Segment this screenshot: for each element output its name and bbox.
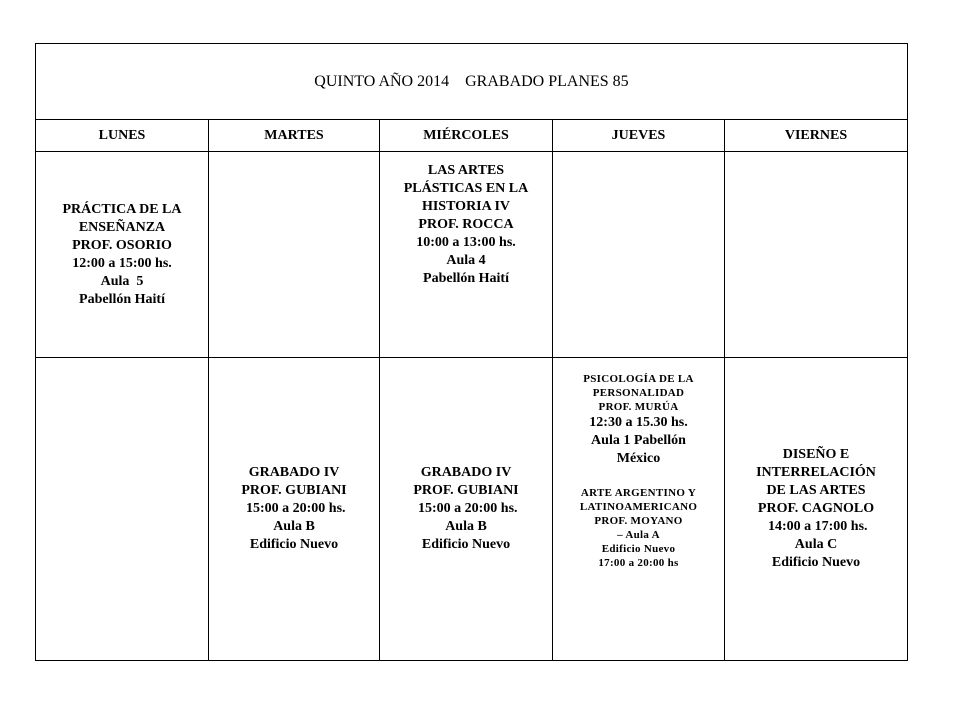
course-building: Edificio Nuevo [249, 537, 339, 552]
course-arte-argentino [553, 486, 724, 570]
schedule-row-2 [36, 358, 908, 661]
course-professor: PROF. OSORIO [72, 237, 172, 253]
course-line: LAS ARTES [427, 163, 505, 178]
course-psicologia [553, 372, 724, 468]
course-building: México [616, 451, 661, 466]
course-professor: PROF. MOYANO [594, 515, 683, 527]
day-header-row [36, 120, 908, 152]
course-grabado-iv-martes [209, 464, 379, 554]
course-line: LATINOAMERICANO [579, 501, 698, 513]
course-professor: PROF. MURÚA [598, 401, 679, 413]
course-line: GRABADO IV [420, 465, 512, 480]
course-professor: PROF. ROCCA [418, 217, 514, 232]
day-header-martes: MARTES [209, 120, 380, 152]
cell-martes-2 [209, 358, 380, 661]
course-line: ARTE ARGENTINO Y [580, 487, 697, 499]
day-header-viernes: VIERNES [725, 120, 908, 152]
course-artes-plasticas [380, 162, 552, 288]
cell-miercoles-1 [380, 152, 553, 358]
course-time: 15:00 a 20:00 hs. [242, 501, 346, 516]
cell-viernes-1 [725, 152, 908, 358]
course-room: Aula B [273, 519, 315, 534]
course-room: Aula C [794, 537, 838, 552]
course-building: Pabellón Haití [79, 291, 165, 307]
schedule-table [35, 43, 908, 661]
course-line: PSICOLOGÍA DE LA [583, 373, 694, 385]
course-building: Edificio Nuevo [421, 537, 511, 552]
course-time: 14:00 a 17:00 hs. [764, 519, 868, 534]
cell-martes-1 [209, 152, 380, 358]
title-part-1: QUINTO AÑO 2014 [314, 72, 450, 90]
schedule-row-1 [36, 152, 908, 358]
cell-jueves-2 [553, 358, 725, 661]
day-header-miercoles: MIÉRCOLES [380, 120, 553, 152]
course-practica-ensenanza [36, 201, 208, 309]
course-time: 12:00 a 15:00 hs. [72, 255, 172, 271]
course-room: Aula 5 [100, 273, 144, 289]
course-professor: PROF. CAGNOLO [757, 501, 875, 516]
course-line: ENSEÑANZA [78, 219, 166, 235]
cell-lunes-2 [36, 358, 209, 661]
table-title [36, 44, 908, 120]
course-diseno-interrelacion [725, 446, 907, 572]
course-building: Edificio Nuevo [601, 543, 676, 555]
course-line: GRABADO IV [248, 465, 340, 480]
course-time: 10:00 a 13:00 hs. [416, 235, 516, 250]
course-building: Pabellón Haití [423, 271, 509, 286]
course-room: Aula B [445, 519, 487, 534]
course-room: – Aula A [617, 529, 660, 541]
course-professor: PROF. GUBIANI [241, 483, 347, 498]
course-line: DISEÑO E [782, 447, 850, 462]
day-header-jueves: JUEVES [553, 120, 725, 152]
course-professor: PROF. GUBIANI [413, 483, 519, 498]
course-line: INTERRELACIÓN [756, 465, 876, 480]
day-header-lunes: LUNES [36, 120, 209, 152]
course-room: Aula 1 Pabellón [591, 433, 686, 448]
course-line: PRÁCTICA DE LA [62, 201, 182, 217]
cell-miercoles-2 [380, 358, 553, 661]
course-time: 17:00 a 20:00 hs [598, 557, 679, 569]
course-time: 15:00 a 20:00 hs. [414, 501, 518, 516]
course-line: PLÁSTICAS EN LA [403, 181, 529, 196]
cell-lunes-1 [36, 152, 209, 358]
course-line: HISTORIA IV [421, 199, 511, 214]
course-room: Aula 4 [446, 253, 486, 268]
title-part-2: GRABADO PLANES 85 [465, 72, 629, 90]
course-time: 12:30 a 15.30 hs. [589, 415, 688, 430]
course-line: DE LAS ARTES [766, 483, 866, 498]
course-grabado-iv-miercoles [380, 464, 552, 554]
cell-jueves-1 [553, 152, 725, 358]
course-building: Edificio Nuevo [771, 555, 861, 570]
course-line: PERSONALIDAD [592, 387, 685, 399]
cell-viernes-2 [725, 358, 908, 661]
